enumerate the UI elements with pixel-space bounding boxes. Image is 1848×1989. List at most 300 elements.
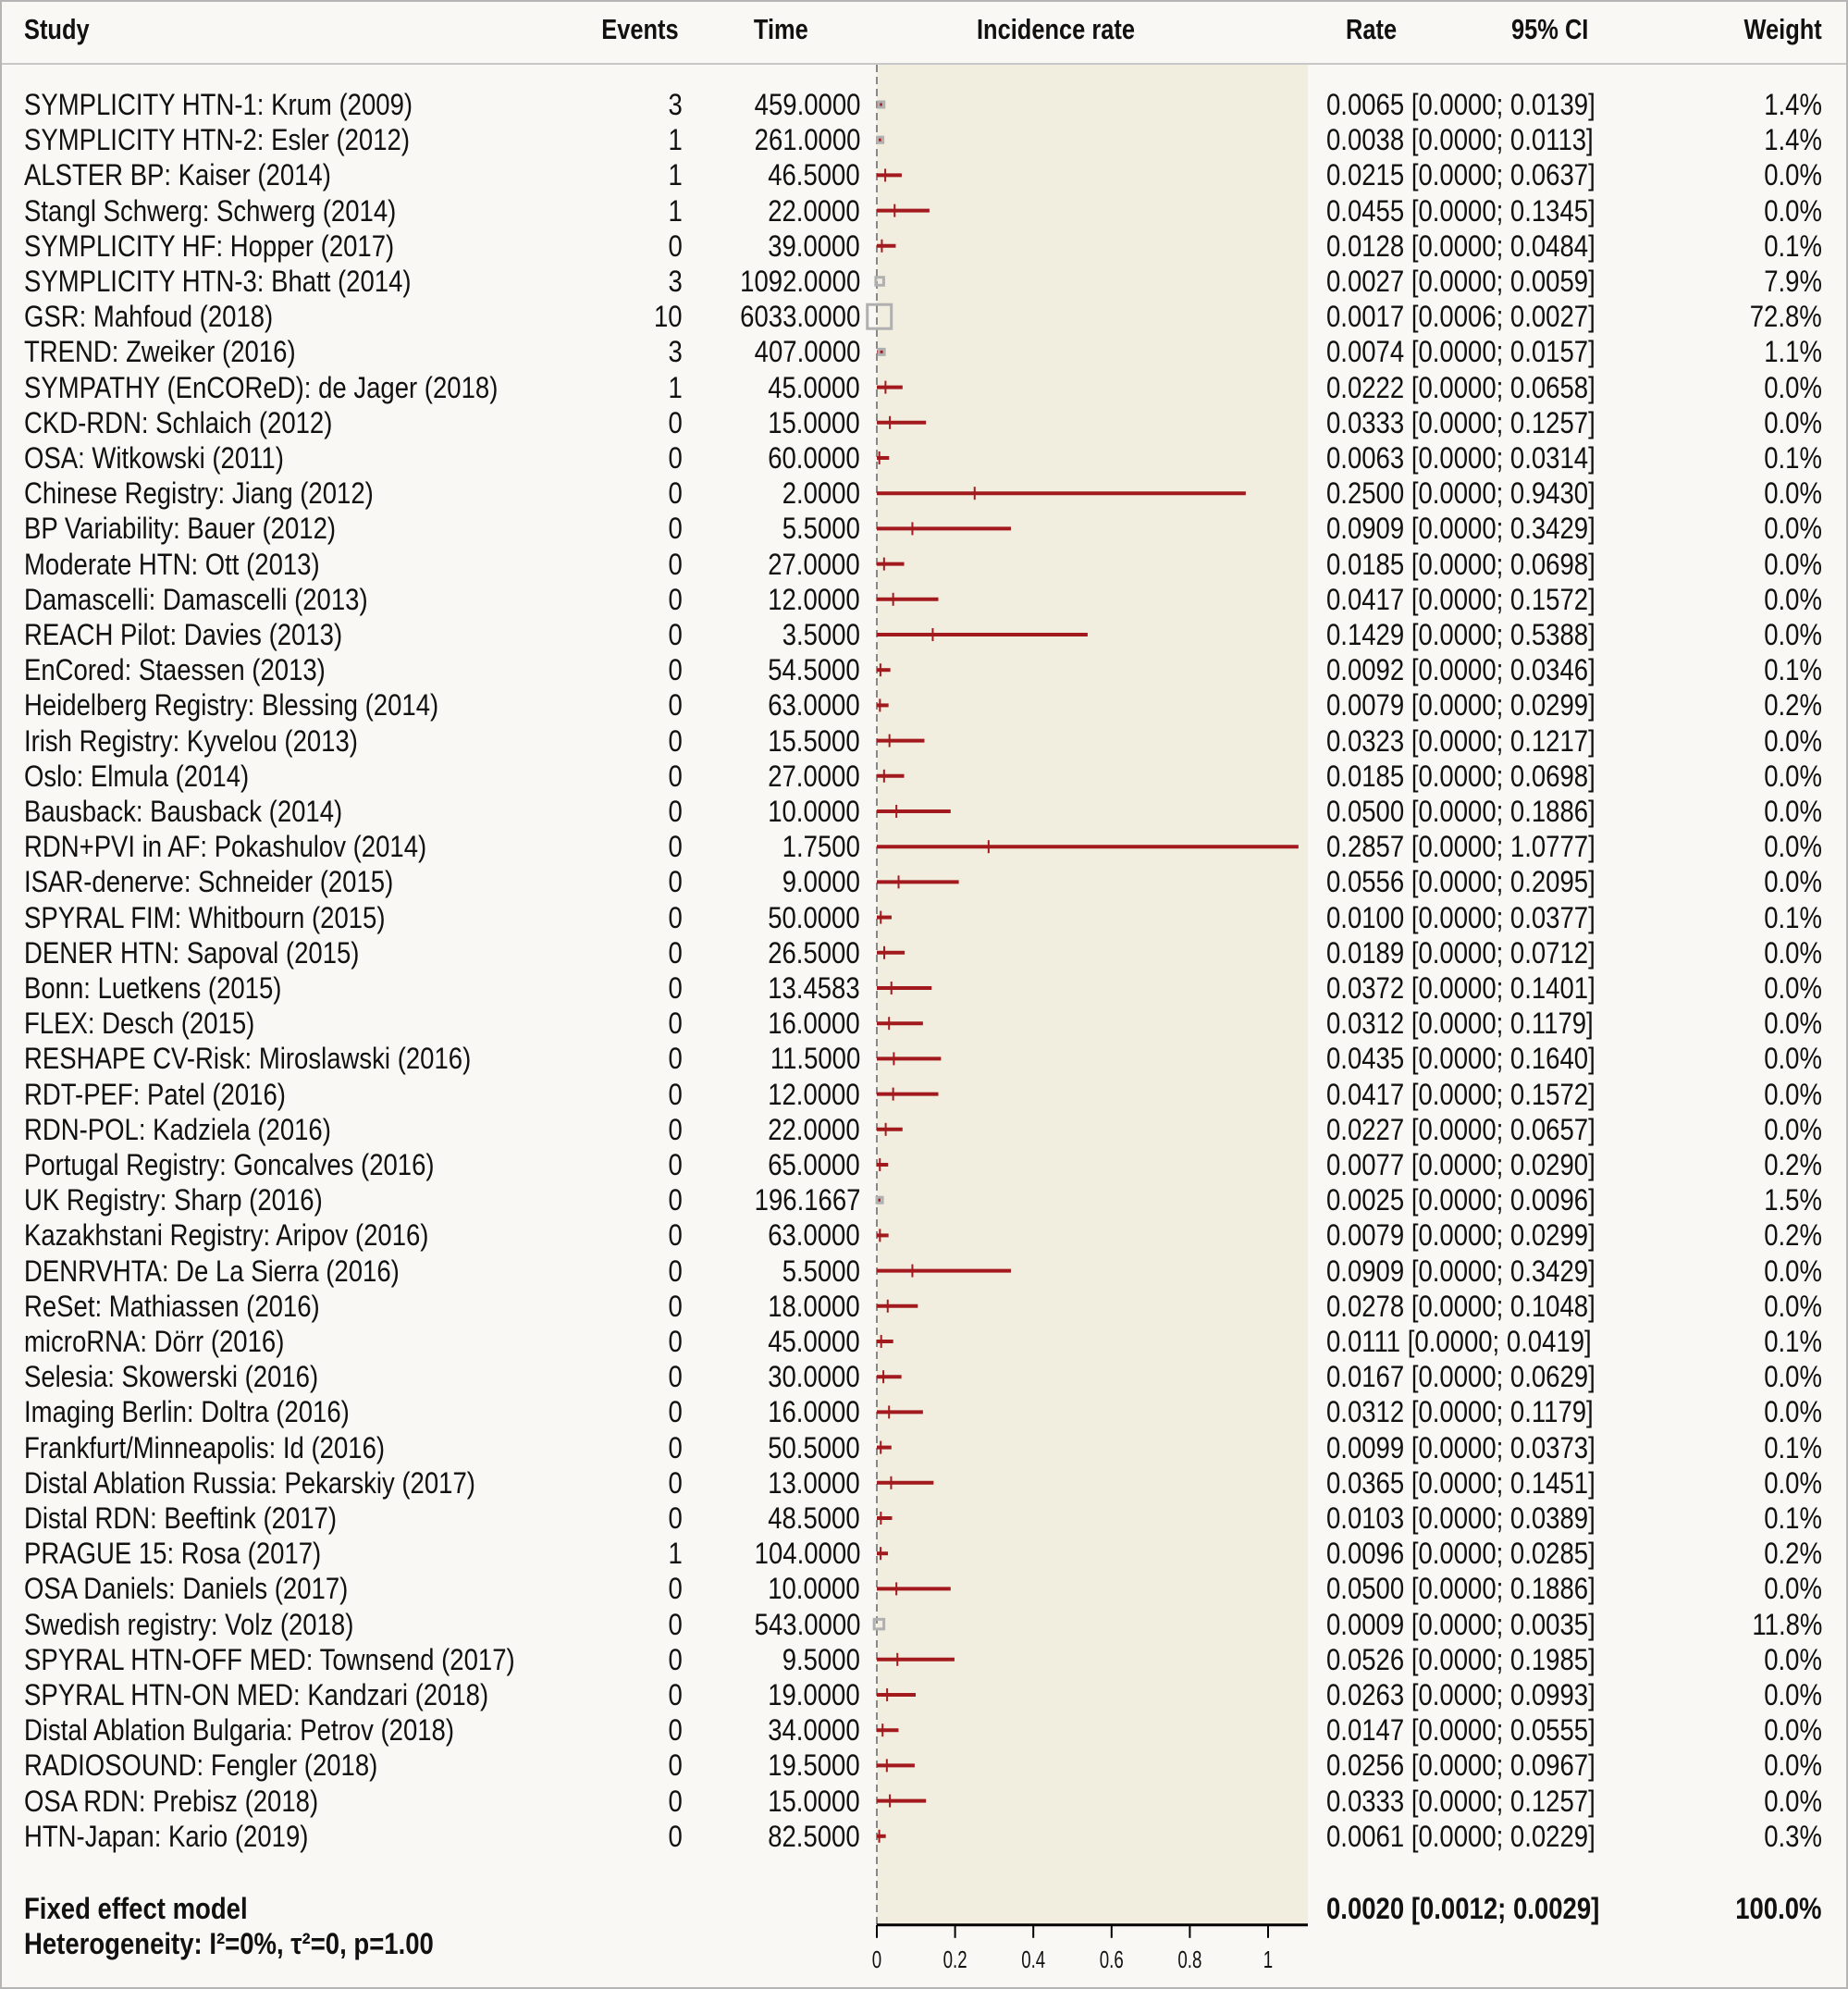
study-row bbox=[2, 687, 1846, 723]
study-row bbox=[2, 405, 1846, 440]
study-rate-ci: 0.0215 [0.0000; 0.0637] bbox=[1326, 158, 1595, 192]
header-incidence-rate: Incidence rate bbox=[977, 13, 1135, 45]
study-weight: 0.0% bbox=[1764, 582, 1822, 616]
study-row bbox=[2, 1006, 1846, 1041]
study-row bbox=[2, 723, 1846, 759]
study-rate-ci: 0.0312 [0.0000; 0.1179] bbox=[1326, 1395, 1594, 1429]
study-rate-ci: 0.0038 [0.0000; 0.0113] bbox=[1326, 123, 1594, 157]
study-rate-ci: 0.0185 [0.0000; 0.0698] bbox=[1326, 547, 1595, 581]
study-events: 0 bbox=[668, 900, 683, 934]
study-time: 6033.0000 bbox=[739, 300, 860, 334]
study-row bbox=[2, 829, 1846, 864]
study-time: 12.0000 bbox=[768, 582, 860, 616]
study-weight: 0.0% bbox=[1764, 1077, 1822, 1111]
study-rate-ci: 0.0061 [0.0000; 0.0229] bbox=[1326, 1819, 1595, 1853]
study-row bbox=[2, 1430, 1846, 1465]
study-time: 19.0000 bbox=[768, 1678, 860, 1711]
header-rate: Rate bbox=[1346, 13, 1398, 45]
study-weight: 0.0% bbox=[1764, 1395, 1822, 1429]
study-time: 39.0000 bbox=[768, 229, 860, 263]
study-events: 0 bbox=[668, 547, 683, 581]
study-weight: 0.0% bbox=[1764, 971, 1822, 1005]
study-weight: 0.0% bbox=[1764, 830, 1822, 864]
study-rate-ci: 0.0079 [0.0000; 0.0299] bbox=[1326, 1218, 1595, 1253]
study-name: ALSTER BP: Kaiser (2014) bbox=[24, 158, 331, 192]
study-time: 1.7500 bbox=[782, 830, 860, 864]
study-events: 0 bbox=[668, 405, 683, 439]
study-row bbox=[2, 1642, 1846, 1677]
study-name: REACH Pilot: Davies (2013) bbox=[24, 618, 343, 651]
study-weight: 0.0% bbox=[1764, 723, 1822, 758]
study-time: 48.5000 bbox=[768, 1501, 860, 1535]
study-rate-ci: 0.0909 [0.0000; 0.3429] bbox=[1326, 512, 1595, 546]
study-rate-ci: 0.0111 [0.0000; 0.0419] bbox=[1326, 1325, 1592, 1358]
study-rate-ci: 0.0417 [0.0000; 0.1572] bbox=[1326, 1077, 1595, 1111]
study-row bbox=[2, 1182, 1846, 1217]
study-weight: 72.8% bbox=[1749, 300, 1822, 334]
study-rate-ci: 0.0128 [0.0000; 0.0484] bbox=[1326, 229, 1595, 263]
study-row bbox=[2, 511, 1846, 546]
study-events: 0 bbox=[668, 1007, 683, 1041]
study-rate-ci: 0.0189 [0.0000; 0.0712] bbox=[1326, 935, 1595, 970]
study-row bbox=[2, 1147, 1846, 1182]
study-name: Stangl Schwerg: Schwerg (2014) bbox=[24, 193, 397, 228]
study-rate-ci: 0.0096 [0.0000; 0.0285] bbox=[1326, 1537, 1595, 1571]
study-rate-ci: 0.0103 [0.0000; 0.0389] bbox=[1326, 1501, 1595, 1535]
study-time: 3.5000 bbox=[782, 618, 860, 651]
study-name: ISAR-denerve: Schneider (2015) bbox=[24, 865, 394, 899]
study-row bbox=[2, 229, 1846, 264]
study-name: OSA Daniels: Daniels (2017) bbox=[24, 1572, 349, 1606]
study-events: 0 bbox=[668, 1607, 683, 1641]
study-events: 0 bbox=[668, 830, 683, 864]
study-weight: 0.0% bbox=[1764, 1465, 1822, 1500]
study-row bbox=[2, 334, 1846, 369]
x-tick-label: 0 bbox=[871, 1945, 882, 1973]
study-events: 0 bbox=[668, 935, 683, 970]
study-row bbox=[2, 652, 1846, 687]
study-time: 15.5000 bbox=[768, 723, 860, 758]
study-name: RDT-PEF: Patel (2016) bbox=[24, 1077, 286, 1111]
study-events: 0 bbox=[668, 1501, 683, 1535]
header-time: Time bbox=[754, 13, 808, 45]
study-rate-ci: 0.0100 [0.0000; 0.0377] bbox=[1326, 900, 1595, 934]
study-time: 15.0000 bbox=[768, 405, 860, 439]
study-name: DENRVHTA: De La Sierra (2016) bbox=[24, 1254, 400, 1288]
study-rate-ci: 0.0017 [0.0006; 0.0027] bbox=[1326, 300, 1595, 334]
study-row bbox=[2, 299, 1846, 334]
study-weight: 0.0% bbox=[1764, 1007, 1822, 1041]
study-name: Kazakhstani Registry: Aripov (2016) bbox=[24, 1218, 429, 1253]
study-time: 54.5000 bbox=[768, 653, 860, 687]
study-time: 27.0000 bbox=[768, 547, 860, 581]
study-name: SYMPLICITY HTN-1: Krum (2009) bbox=[24, 88, 413, 121]
study-time: 60.0000 bbox=[768, 441, 860, 475]
study-row bbox=[2, 794, 1846, 829]
summary-rate-ci: 0.0020 [0.0012; 0.0029] bbox=[1326, 1891, 1600, 1925]
study-events: 1 bbox=[668, 158, 683, 192]
study-name: GSR: Mahfoud (2018) bbox=[24, 300, 274, 334]
study-rate-ci: 0.1429 [0.0000; 0.5388] bbox=[1326, 618, 1595, 651]
study-time: 1092.0000 bbox=[739, 265, 860, 298]
study-row bbox=[2, 440, 1846, 476]
study-events: 0 bbox=[668, 1748, 683, 1783]
header-ci: 95% CI bbox=[1511, 13, 1589, 45]
study-name: SYMPLICITY HF: Hopper (2017) bbox=[24, 229, 395, 263]
study-rate-ci: 0.0099 [0.0000; 0.0373] bbox=[1326, 1430, 1595, 1464]
study-name: SYMPLICITY HTN-3: Bhatt (2014) bbox=[24, 265, 412, 298]
study-time: 22.0000 bbox=[768, 193, 860, 228]
study-events: 0 bbox=[668, 1254, 683, 1288]
study-rate-ci: 0.0077 [0.0000; 0.0290] bbox=[1326, 1148, 1595, 1181]
study-time: 12.0000 bbox=[768, 1077, 860, 1111]
study-name: BP Variability: Bauer (2012) bbox=[24, 512, 337, 546]
study-weight: 0.2% bbox=[1764, 1218, 1822, 1253]
study-time: 261.0000 bbox=[754, 123, 860, 157]
study-name: RDN-POL: Kadziela (2016) bbox=[24, 1112, 331, 1146]
study-row bbox=[2, 1359, 1846, 1394]
study-events: 0 bbox=[668, 1218, 683, 1253]
study-time: 9.5000 bbox=[782, 1642, 860, 1676]
summary-weight: 100.0% bbox=[1735, 1891, 1822, 1925]
study-events: 0 bbox=[668, 1819, 683, 1853]
study-weight: 0.0% bbox=[1764, 795, 1822, 828]
study-weight: 0.0% bbox=[1764, 1642, 1822, 1676]
study-name: Swedish registry: Volz (2018) bbox=[24, 1607, 354, 1641]
study-weight: 1.5% bbox=[1764, 1183, 1822, 1217]
study-weight: 1.1% bbox=[1764, 335, 1822, 369]
study-time: 26.5000 bbox=[768, 935, 860, 970]
study-rate-ci: 0.0455 [0.0000; 0.1345] bbox=[1326, 193, 1595, 228]
study-weight: 0.2% bbox=[1764, 1148, 1822, 1181]
study-events: 3 bbox=[668, 265, 683, 298]
study-name: RESHAPE CV-Risk: Miroslawski (2016) bbox=[24, 1042, 472, 1076]
study-weight: 0.0% bbox=[1764, 158, 1822, 192]
study-name: ReSet: Mathiassen (2016) bbox=[24, 1289, 320, 1323]
study-row bbox=[2, 1041, 1846, 1076]
study-row bbox=[2, 970, 1846, 1006]
study-row bbox=[2, 1254, 1846, 1289]
study-rate-ci: 0.0147 [0.0000; 0.0555] bbox=[1326, 1713, 1595, 1748]
study-row bbox=[2, 370, 1846, 405]
study-events: 0 bbox=[668, 618, 683, 651]
x-tick-label: 0.2 bbox=[942, 1945, 967, 1973]
study-weight: 0.0% bbox=[1764, 935, 1822, 970]
study-events: 0 bbox=[668, 1360, 683, 1394]
study-name: CKD-RDN: Schlaich (2012) bbox=[24, 405, 333, 439]
study-rate-ci: 0.0185 [0.0000; 0.0698] bbox=[1326, 759, 1595, 793]
study-weight: 0.0% bbox=[1764, 512, 1822, 546]
study-time: 82.5000 bbox=[768, 1819, 860, 1853]
study-name: OSA RDN: Prebisz (2018) bbox=[24, 1784, 319, 1818]
study-rate-ci: 0.0417 [0.0000; 0.1572] bbox=[1326, 582, 1595, 616]
study-name: SPYRAL HTN-OFF MED: Townsend (2017) bbox=[24, 1642, 515, 1676]
header-events: Events bbox=[601, 13, 679, 45]
study-rate-ci: 0.0333 [0.0000; 0.1257] bbox=[1326, 405, 1595, 439]
study-time: 16.0000 bbox=[768, 1395, 860, 1429]
study-time: 30.0000 bbox=[768, 1360, 860, 1394]
study-time: 2.0000 bbox=[782, 476, 860, 511]
study-weight: 0.0% bbox=[1764, 405, 1822, 439]
study-row bbox=[2, 759, 1846, 794]
study-events: 3 bbox=[668, 88, 683, 121]
study-weight: 11.8% bbox=[1752, 1607, 1822, 1641]
study-events: 1 bbox=[668, 123, 683, 157]
study-rate-ci: 0.0312 [0.0000; 0.1179] bbox=[1326, 1007, 1594, 1041]
study-rate-ci: 0.0063 [0.0000; 0.0314] bbox=[1326, 441, 1595, 475]
study-time: 50.5000 bbox=[768, 1430, 860, 1464]
study-rate-ci: 0.0263 [0.0000; 0.0993] bbox=[1326, 1678, 1595, 1711]
study-time: 9.0000 bbox=[782, 865, 860, 899]
study-weight: 0.0% bbox=[1764, 1678, 1822, 1711]
study-weight: 0.0% bbox=[1764, 1784, 1822, 1818]
study-events: 0 bbox=[668, 723, 683, 758]
study-row bbox=[2, 1324, 1846, 1359]
study-rate-ci: 0.0278 [0.0000; 0.1048] bbox=[1326, 1289, 1595, 1323]
study-name: DENER HTN: Sapoval (2015) bbox=[24, 935, 360, 970]
summary-label: Fixed effect model bbox=[24, 1891, 248, 1925]
study-rate-ci: 0.0167 [0.0000; 0.0629] bbox=[1326, 1360, 1595, 1394]
study-events: 0 bbox=[668, 1325, 683, 1358]
study-weight: 0.0% bbox=[1764, 1748, 1822, 1783]
study-name: SPYRAL FIM: Whitbourn (2015) bbox=[24, 900, 386, 934]
study-weight: 0.1% bbox=[1764, 1325, 1822, 1358]
study-events: 0 bbox=[668, 1148, 683, 1181]
x-tick-label: 0.8 bbox=[1177, 1945, 1202, 1973]
study-rate-ci: 0.0227 [0.0000; 0.0657] bbox=[1326, 1112, 1595, 1146]
study-time: 13.0000 bbox=[768, 1465, 860, 1500]
study-events: 0 bbox=[668, 1112, 683, 1146]
heterogeneity-text: Heterogeneity: I²=0%, τ²=0, p=1.00 bbox=[24, 1926, 434, 1960]
study-weight: 0.2% bbox=[1764, 688, 1822, 723]
study-row bbox=[2, 1289, 1846, 1324]
study-name: Heidelberg Registry: Blessing (2014) bbox=[24, 688, 439, 723]
study-weight: 0.0% bbox=[1764, 1254, 1822, 1288]
study-row bbox=[2, 582, 1846, 617]
study-row bbox=[2, 1784, 1846, 1819]
study-events: 1 bbox=[668, 370, 683, 404]
study-rate-ci: 0.0256 [0.0000; 0.0967] bbox=[1326, 1748, 1595, 1783]
study-name: UK Registry: Sharp (2016) bbox=[24, 1183, 323, 1217]
study-weight: 0.0% bbox=[1764, 193, 1822, 228]
summary-row bbox=[2, 1891, 1846, 1926]
study-time: 104.0000 bbox=[754, 1537, 860, 1571]
study-time: 45.0000 bbox=[768, 370, 860, 404]
study-name: SPYRAL HTN-ON MED: Kandzari (2018) bbox=[24, 1678, 489, 1711]
study-weight: 0.0% bbox=[1764, 865, 1822, 899]
study-rate-ci: 0.0065 [0.0000; 0.0139] bbox=[1326, 88, 1595, 121]
study-events: 0 bbox=[668, 512, 683, 546]
study-rate-ci: 0.2857 [0.0000; 1.0777] bbox=[1326, 830, 1595, 864]
study-name: FLEX: Desch (2015) bbox=[24, 1007, 255, 1041]
study-events: 0 bbox=[668, 229, 683, 263]
study-events: 0 bbox=[668, 865, 683, 899]
study-name: Chinese Registry: Jiang (2012) bbox=[24, 476, 374, 511]
x-tick-label: 0.6 bbox=[1099, 1945, 1124, 1973]
study-weight: 0.0% bbox=[1764, 1289, 1822, 1323]
study-row bbox=[2, 1394, 1846, 1429]
study-rate-ci: 0.0500 [0.0000; 0.1886] bbox=[1326, 795, 1595, 828]
study-name: Portugal Registry: Goncalves (2016) bbox=[24, 1148, 435, 1181]
study-weight: 0.2% bbox=[1764, 1537, 1822, 1571]
x-tick-label: 1 bbox=[1263, 1945, 1274, 1973]
study-weight: 1.4% bbox=[1764, 88, 1822, 121]
study-time: 46.5000 bbox=[768, 158, 860, 192]
study-events: 0 bbox=[668, 1077, 683, 1111]
study-row bbox=[2, 264, 1846, 299]
study-weight: 0.0% bbox=[1764, 1713, 1822, 1748]
study-row bbox=[2, 87, 1846, 122]
study-time: 63.0000 bbox=[768, 1218, 860, 1253]
study-name: OSA: Witkowski (2011) bbox=[24, 441, 284, 475]
study-events: 1 bbox=[668, 193, 683, 228]
study-events: 0 bbox=[668, 971, 683, 1005]
study-time: 18.0000 bbox=[768, 1289, 860, 1323]
heterogeneity-row bbox=[2, 1926, 1846, 1961]
study-row bbox=[2, 1571, 1846, 1606]
study-name: Bonn: Luetkens (2015) bbox=[24, 971, 282, 1005]
study-row bbox=[2, 1712, 1846, 1748]
study-weight: 0.1% bbox=[1764, 653, 1822, 687]
study-name: RADIOSOUND: Fengler (2018) bbox=[24, 1748, 378, 1783]
study-time: 34.0000 bbox=[768, 1713, 860, 1748]
study-row bbox=[2, 547, 1846, 582]
study-events: 0 bbox=[668, 1183, 683, 1217]
study-weight: 0.0% bbox=[1764, 618, 1822, 651]
study-events: 0 bbox=[668, 759, 683, 793]
x-tick-label: 0.4 bbox=[1021, 1945, 1046, 1973]
study-rate-ci: 0.0025 [0.0000; 0.0096] bbox=[1326, 1183, 1595, 1217]
study-events: 0 bbox=[668, 1042, 683, 1076]
study-weight: 0.0% bbox=[1764, 476, 1822, 511]
study-row bbox=[2, 1217, 1846, 1253]
study-name: Selesia: Skowerski (2016) bbox=[24, 1360, 319, 1394]
study-rate-ci: 0.0526 [0.0000; 0.1985] bbox=[1326, 1642, 1595, 1676]
study-name: Irish Registry: Kyvelou (2013) bbox=[24, 723, 358, 758]
study-events: 0 bbox=[668, 1572, 683, 1606]
study-name: Distal Ablation Russia: Pekarskiy (2017) bbox=[24, 1465, 475, 1500]
study-name: Damascelli: Damascelli (2013) bbox=[24, 582, 368, 616]
study-time: 15.0000 bbox=[768, 1784, 860, 1818]
study-events: 0 bbox=[668, 582, 683, 616]
study-weight: 0.0% bbox=[1764, 1112, 1822, 1146]
study-time: 459.0000 bbox=[754, 88, 860, 121]
study-rate-ci: 0.0079 [0.0000; 0.0299] bbox=[1326, 688, 1595, 723]
study-row bbox=[2, 900, 1846, 935]
study-weight: 1.4% bbox=[1764, 123, 1822, 157]
study-time: 10.0000 bbox=[768, 1572, 860, 1606]
study-time: 63.0000 bbox=[768, 688, 860, 723]
study-row bbox=[2, 1536, 1846, 1571]
study-rate-ci: 0.0556 [0.0000; 0.2095] bbox=[1326, 865, 1595, 899]
study-time: 22.0000 bbox=[768, 1112, 860, 1146]
study-time: 16.0000 bbox=[768, 1007, 860, 1041]
study-row bbox=[2, 1677, 1846, 1712]
study-weight: 0.0% bbox=[1764, 547, 1822, 581]
study-weight: 0.1% bbox=[1764, 1501, 1822, 1535]
study-events: 10 bbox=[654, 300, 683, 334]
study-name: Oslo: Elmula (2014) bbox=[24, 759, 250, 793]
study-row bbox=[2, 1819, 1846, 1854]
study-row bbox=[2, 1501, 1846, 1536]
study-name: HTN-Japan: Kario (2019) bbox=[24, 1819, 309, 1853]
study-name: SYMPLICITY HTN-2: Esler (2012) bbox=[24, 123, 410, 157]
study-events: 0 bbox=[668, 795, 683, 828]
study-row bbox=[2, 935, 1846, 970]
study-events: 0 bbox=[668, 1642, 683, 1676]
study-events: 0 bbox=[668, 476, 683, 511]
study-row bbox=[2, 193, 1846, 229]
study-name: Bausback: Bausback (2014) bbox=[24, 795, 343, 828]
study-row bbox=[2, 1112, 1846, 1147]
study-name: Frankfurt/Minneapolis: Id (2016) bbox=[24, 1430, 386, 1464]
study-events: 0 bbox=[668, 1713, 683, 1748]
study-rate-ci: 0.0027 [0.0000; 0.0059] bbox=[1326, 265, 1595, 298]
study-rate-ci: 0.0092 [0.0000; 0.0346] bbox=[1326, 653, 1595, 687]
study-name: Distal RDN: Beeftink (2017) bbox=[24, 1501, 338, 1535]
study-time: 50.0000 bbox=[768, 900, 860, 934]
study-rate-ci: 0.0009 [0.0000; 0.0035] bbox=[1326, 1607, 1595, 1641]
study-time: 10.0000 bbox=[768, 795, 860, 828]
study-row bbox=[2, 1077, 1846, 1112]
study-weight: 0.0% bbox=[1764, 1360, 1822, 1394]
study-time: 65.0000 bbox=[768, 1148, 860, 1181]
study-row bbox=[2, 1748, 1846, 1783]
study-row bbox=[2, 122, 1846, 157]
study-events: 0 bbox=[668, 1784, 683, 1818]
study-events: 0 bbox=[668, 1465, 683, 1500]
study-time: 45.0000 bbox=[768, 1325, 860, 1358]
study-time: 543.0000 bbox=[754, 1607, 860, 1641]
study-name: Distal Ablation Bulgaria: Petrov (2018) bbox=[24, 1713, 455, 1748]
study-rate-ci: 0.0323 [0.0000; 0.1217] bbox=[1326, 723, 1595, 758]
study-weight: 0.1% bbox=[1764, 900, 1822, 934]
study-events: 0 bbox=[668, 653, 683, 687]
study-row bbox=[2, 157, 1846, 192]
study-weight: 0.0% bbox=[1764, 1042, 1822, 1076]
study-weight: 7.9% bbox=[1764, 265, 1822, 298]
study-name: Imaging Berlin: Doltra (2016) bbox=[24, 1395, 350, 1429]
study-time: 19.5000 bbox=[768, 1748, 860, 1783]
study-events: 0 bbox=[668, 1678, 683, 1711]
study-time: 11.5000 bbox=[770, 1042, 860, 1076]
study-time: 27.0000 bbox=[768, 759, 860, 793]
study-row bbox=[2, 864, 1846, 899]
study-events: 3 bbox=[668, 335, 683, 369]
header-weight: Weight bbox=[1743, 13, 1822, 45]
study-row bbox=[2, 476, 1846, 511]
study-name: TREND: Zweiker (2016) bbox=[24, 335, 296, 369]
study-rate-ci: 0.0074 [0.0000; 0.0157] bbox=[1326, 335, 1595, 369]
study-events: 0 bbox=[668, 1395, 683, 1429]
study-rate-ci: 0.0222 [0.0000; 0.0658] bbox=[1326, 370, 1595, 404]
study-row bbox=[2, 617, 1846, 652]
study-rate-ci: 0.0500 [0.0000; 0.1886] bbox=[1326, 1572, 1595, 1606]
study-events: 0 bbox=[668, 1430, 683, 1464]
study-events: 1 bbox=[668, 1537, 683, 1571]
study-events: 0 bbox=[668, 1289, 683, 1323]
study-events: 0 bbox=[668, 688, 683, 723]
study-name: PRAGUE 15: Rosa (2017) bbox=[24, 1537, 322, 1571]
header-study: Study bbox=[24, 13, 90, 45]
study-weight: 0.3% bbox=[1764, 1819, 1822, 1853]
study-weight: 0.0% bbox=[1764, 759, 1822, 793]
study-time: 407.0000 bbox=[754, 335, 860, 369]
study-rate-ci: 0.0909 [0.0000; 0.3429] bbox=[1326, 1254, 1595, 1288]
study-weight: 0.0% bbox=[1764, 1572, 1822, 1606]
study-time: 196.1667 bbox=[754, 1183, 860, 1217]
study-rate-ci: 0.0365 [0.0000; 0.1451] bbox=[1326, 1465, 1595, 1500]
